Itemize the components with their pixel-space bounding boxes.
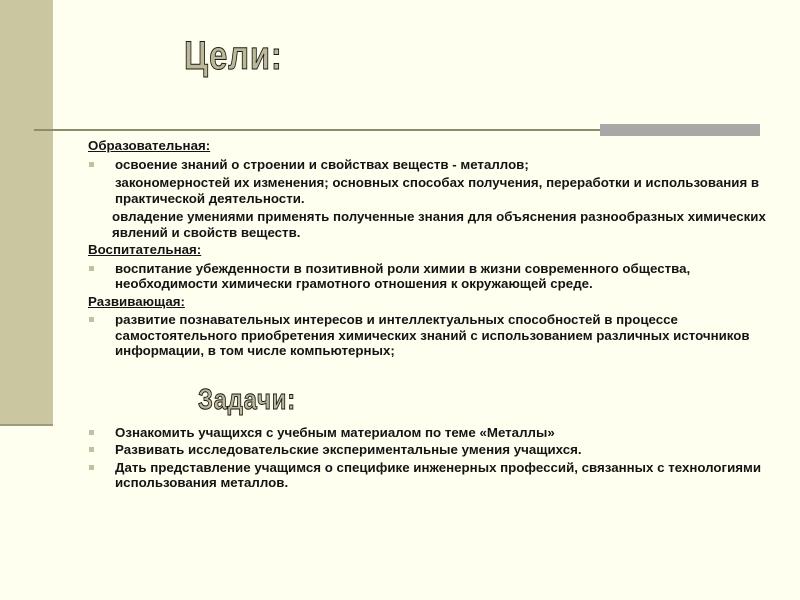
list-item: [88, 157, 768, 173]
tasks-gap: [88, 359, 768, 423]
continuation-text: закономерностей их изменения; основных способах получения, переработки и использования в практической деятельности.: [115, 175, 760, 206]
task-text: Развивать исследовательские экспериментальные умения учащихся.: [115, 442, 582, 457]
bullet-icon: [89, 430, 94, 435]
bullet-icon: [89, 465, 94, 470]
bullet-icon: [89, 317, 94, 322]
left-decor-bar-edge: [0, 424, 53, 426]
tasks-title: Задачи:: [198, 384, 296, 416]
title-rule: [34, 129, 600, 131]
continuation-text: овладение умениями применять полученные знания для объяснения разнообразных химических явлений и свойств веществ.: [112, 209, 766, 240]
section-educational-label: Образовательная:: [88, 138, 211, 153]
list-item: [88, 312, 768, 359]
item-text: развитие познавательных интересов и интеллектуальных способностей в процессе самостоятельного приобретения химических знаний с использованием различных источников информации, в том числе компьютерных;: [115, 312, 750, 358]
section-upbringing-label: Воспитательная:: [88, 242, 202, 257]
slide-title: Цели:: [184, 34, 283, 78]
task-text: Ознакомить учащихся с учебным материалом по теме «Металлы»: [115, 424, 555, 440]
slide-content: [88, 136, 768, 491]
title-rule-block: [600, 124, 760, 136]
bullet-icon: [89, 162, 94, 167]
list-item: [88, 261, 768, 292]
task-item: [88, 460, 768, 491]
item-text: воспитание убежденности в позитивной роли химии в жизни современного общества, необходимости химически грамотного отношения к окружающей среде.: [115, 260, 691, 291]
bullet-icon: [89, 447, 94, 452]
section-developmental-label: Развивающая:: [88, 293, 185, 309]
task-item: [88, 425, 768, 441]
task-text: Дать представление учащимся о специфике инженерных профессий, связанных с технологиями использования металлов.: [115, 459, 762, 490]
left-decor-bar: [0, 0, 53, 426]
bullet-icon: [89, 266, 94, 271]
item-text: освоение знаний о строении и свойствах веществ - металлов;: [115, 156, 529, 172]
task-item: [88, 442, 768, 458]
